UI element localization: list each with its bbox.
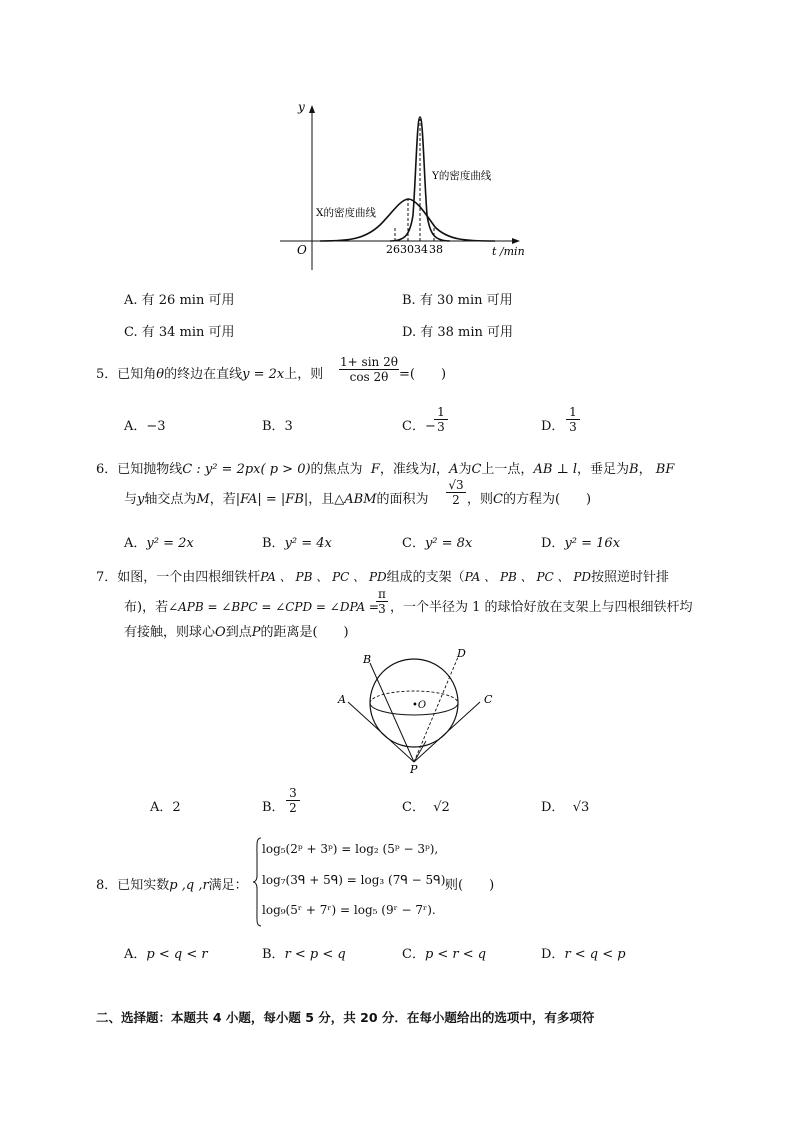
q7-line3 bbox=[124, 621, 349, 640]
q5-line-eq: y = 2x bbox=[242, 367, 285, 382]
q6-l1c: ，准线为 bbox=[379, 462, 432, 477]
q8-option-c bbox=[402, 943, 486, 962]
q7-ob-num: 3 bbox=[289, 786, 297, 800]
q6-C: C bbox=[471, 462, 482, 477]
q6-oc-pre: C． bbox=[402, 536, 425, 551]
q5-stem-a: 5．已知角 bbox=[96, 367, 157, 382]
density-curves-figure bbox=[270, 95, 530, 275]
q6-area-den: 2 bbox=[446, 492, 466, 507]
q7-pi-frac bbox=[376, 587, 388, 616]
graph-origin: O bbox=[297, 243, 307, 257]
q6-od-pre: D． bbox=[541, 536, 565, 551]
q7-P: P bbox=[251, 625, 261, 640]
q5-option-d-pre: D． bbox=[541, 419, 565, 434]
q6-F: F bbox=[370, 462, 380, 477]
q7-option-b-frac bbox=[286, 786, 300, 815]
q7-line2-tail: ，一个半径为 1 的球恰好放在支架上与四根细铁杆均 bbox=[390, 600, 693, 615]
q8-stem-b: 满足： bbox=[208, 878, 248, 893]
q6-oa: y² = 2x bbox=[146, 536, 194, 551]
q7-rods-2: PA 、 PB 、 PC 、 PD bbox=[464, 570, 592, 584]
q5-option-b: B．3 bbox=[262, 419, 293, 434]
q6-l1g: ，垂足为 bbox=[577, 462, 630, 477]
q7-line1 bbox=[96, 566, 669, 585]
q8-oc-pre: C． bbox=[402, 947, 425, 962]
q8-tail: 则( ) bbox=[445, 878, 495, 893]
q8-od: r < q < p bbox=[564, 947, 626, 962]
q6-C2: C bbox=[493, 492, 503, 507]
fig-label-P: P bbox=[410, 763, 418, 775]
q6-oa-pre: A． bbox=[124, 536, 147, 551]
graph-y-label: y bbox=[298, 100, 305, 114]
q6-line2 bbox=[124, 488, 429, 507]
q8-option-d bbox=[541, 943, 626, 962]
q8-ob-pre: B． bbox=[262, 947, 285, 962]
q5-tail: =( ) bbox=[399, 367, 447, 382]
q6-abs-eq: |FA| = |FB| bbox=[235, 492, 309, 507]
q5-option-a: A．−3 bbox=[124, 419, 166, 434]
q8-eq3: log₉(5ʳ + 7ʳ) = log₅ (9ʳ − 7ʳ). bbox=[262, 903, 436, 917]
q6-M: M bbox=[196, 492, 210, 507]
q8-vars: p ,q ,r bbox=[169, 878, 209, 893]
q6-l2c: ，若 bbox=[209, 492, 236, 507]
q7-l3b: 到点 bbox=[225, 625, 252, 640]
section-2-heading: 二、选择题：本题共 4 小题，每小题 5 分，共 20 分．在每小题给出的选项中，有多项符 bbox=[96, 1010, 595, 1025]
graph-tick-38: 38 bbox=[429, 243, 443, 256]
q5-option-c-num: 1 bbox=[437, 405, 445, 419]
q6-area-num: √3 bbox=[448, 478, 464, 492]
q6-l2a: 与 bbox=[124, 492, 138, 507]
q7-l3c: 的距离是( ) bbox=[260, 625, 349, 640]
q5-stem-b: 的终边在直线 bbox=[164, 367, 243, 382]
q8-eq2: log₇(3ᑫ + 5ᑫ) = log₃ (7ᑫ − 5ᑫ), bbox=[262, 873, 450, 887]
q8-eq1: log₅(2ᵖ + 3ᵖ) = log₂ (5ᵖ − 3ᵖ), bbox=[262, 842, 439, 856]
q8-oc: p < r < q bbox=[424, 947, 487, 962]
q6-option-d bbox=[541, 532, 620, 551]
q6-l2e: 的面积为 bbox=[376, 492, 429, 507]
q6-y: y bbox=[137, 492, 145, 507]
q7-l1c: 按照逆时针排 bbox=[591, 570, 670, 585]
q8-ob: r < p < q bbox=[284, 947, 346, 962]
q4-option-a: A. 有 26 min 可用 bbox=[124, 293, 235, 308]
q5-option-c-den: 3 bbox=[434, 419, 448, 434]
q5-theta: θ bbox=[156, 367, 165, 382]
q6-ob-pre: B． bbox=[262, 536, 285, 551]
q5-option-c-frac bbox=[434, 405, 448, 434]
q7-l1b: 组成的支架（ bbox=[386, 570, 465, 585]
q5-fraction-num: 1+ sin 2θ bbox=[340, 355, 398, 369]
fig-label-O: •O bbox=[412, 700, 427, 711]
q7-angles: ∠APB = ∠BPC = ∠CPD = ∠DPA = bbox=[168, 600, 379, 614]
q5-fraction bbox=[339, 355, 399, 384]
q6-l1a: 6．已知抛物线 bbox=[96, 462, 183, 477]
q4-option-c: C. 有 34 min 可用 bbox=[124, 325, 235, 340]
q7-l1a: 7．如图，一个由四根细铁杆 bbox=[96, 570, 261, 585]
q6-area-frac bbox=[446, 478, 466, 507]
q8-option-b bbox=[262, 943, 346, 962]
q6-A: A bbox=[449, 462, 459, 477]
curve-label-x: X的密度曲线 bbox=[316, 207, 376, 219]
q6-l1b: 的焦点为 bbox=[310, 462, 363, 477]
q6-l2g: 的方程为( ) bbox=[502, 492, 592, 507]
q8-oa: p < q < r bbox=[146, 947, 208, 962]
q6-l2d: ，且 bbox=[308, 492, 335, 507]
q5-option-d-den: 3 bbox=[566, 419, 580, 434]
q6-l2f: ，则 bbox=[467, 492, 494, 507]
q7-three: 3 bbox=[376, 601, 388, 616]
fig-label-B: B bbox=[363, 653, 372, 666]
q4-option-b: B. 有 30 min 可用 bbox=[402, 293, 513, 308]
q5-option-d-num: 1 bbox=[569, 405, 577, 419]
q5-fraction-den: cos 2θ bbox=[339, 369, 399, 384]
fig-label-A: A bbox=[338, 693, 346, 706]
q7-line2 bbox=[124, 596, 379, 615]
q5-option-d-frac bbox=[566, 405, 580, 434]
q6-B: B bbox=[629, 462, 639, 477]
q7-od: √3 bbox=[572, 800, 590, 815]
q6-l2b: 轴交点为 bbox=[144, 492, 197, 507]
q6-ob: y² = 4x bbox=[284, 536, 332, 551]
q6-perp: AB ⊥ l bbox=[533, 462, 578, 477]
q7-oc-pre: C． bbox=[402, 800, 425, 815]
q6-line1 bbox=[96, 458, 674, 477]
q7-option-b-pre: B． bbox=[262, 800, 285, 815]
q6-option-b bbox=[262, 532, 332, 551]
graph-tick-30: 30 bbox=[400, 243, 414, 256]
q5-stem bbox=[96, 363, 323, 382]
fig-label-D: D bbox=[457, 647, 466, 660]
sphere-support-figure bbox=[330, 645, 500, 775]
q6-l1d: ， bbox=[436, 462, 450, 477]
q6-tri: △ABM bbox=[334, 492, 377, 507]
q6-option-c bbox=[402, 532, 472, 551]
q8-brace bbox=[252, 836, 262, 928]
q7-option-a: A．2 bbox=[150, 800, 181, 815]
q6-option-a bbox=[124, 532, 194, 551]
graph-tick-26: 26 bbox=[386, 243, 400, 256]
q6-l1f: 上一点， bbox=[481, 462, 534, 477]
q7-l2a: 布)，若 bbox=[124, 600, 169, 615]
q6-BF: BF bbox=[655, 462, 675, 477]
q7-oc: √2 bbox=[433, 800, 450, 815]
graph-tick-34: 34 bbox=[414, 243, 428, 256]
q6-l1e: 为 bbox=[458, 462, 472, 477]
q6-l: l bbox=[431, 462, 437, 477]
q7-pi: π bbox=[378, 587, 386, 601]
q8-oa-pre: A． bbox=[124, 947, 147, 962]
q7-option-d bbox=[541, 796, 589, 815]
q7-option-c bbox=[402, 796, 450, 815]
q7-ob-den: 2 bbox=[286, 800, 300, 815]
q7-od-pre: D． bbox=[541, 800, 565, 815]
q8-od-pre: D． bbox=[541, 947, 565, 962]
curve-label-y: Y的密度曲线 bbox=[432, 170, 492, 182]
q8-stem-a: 8．已知实数 bbox=[96, 878, 170, 893]
q7-rods: PA 、 PB 、 PC 、 PD bbox=[260, 570, 387, 584]
fig-label-C: C bbox=[484, 693, 493, 706]
q6-oc: y² = 8x bbox=[424, 536, 473, 551]
q8-option-a bbox=[124, 943, 208, 962]
q6-line2-tail bbox=[467, 488, 591, 507]
q7-l3a: 有接触，则球心 bbox=[124, 625, 216, 640]
q5-stem-c: 上，则 bbox=[284, 367, 324, 382]
q4-option-d: D. 有 38 min 可用 bbox=[402, 325, 514, 340]
q6-od: y² = 16x bbox=[564, 536, 621, 551]
q8-stem bbox=[96, 874, 248, 893]
q6-parabola: C : y² = 2px( p > 0) bbox=[182, 462, 311, 477]
q6-l1h: ， bbox=[638, 462, 652, 477]
q7-O: O bbox=[215, 625, 226, 640]
graph-x-label: t /min bbox=[492, 245, 525, 258]
q5-option-c-pre: C．− bbox=[402, 419, 436, 434]
